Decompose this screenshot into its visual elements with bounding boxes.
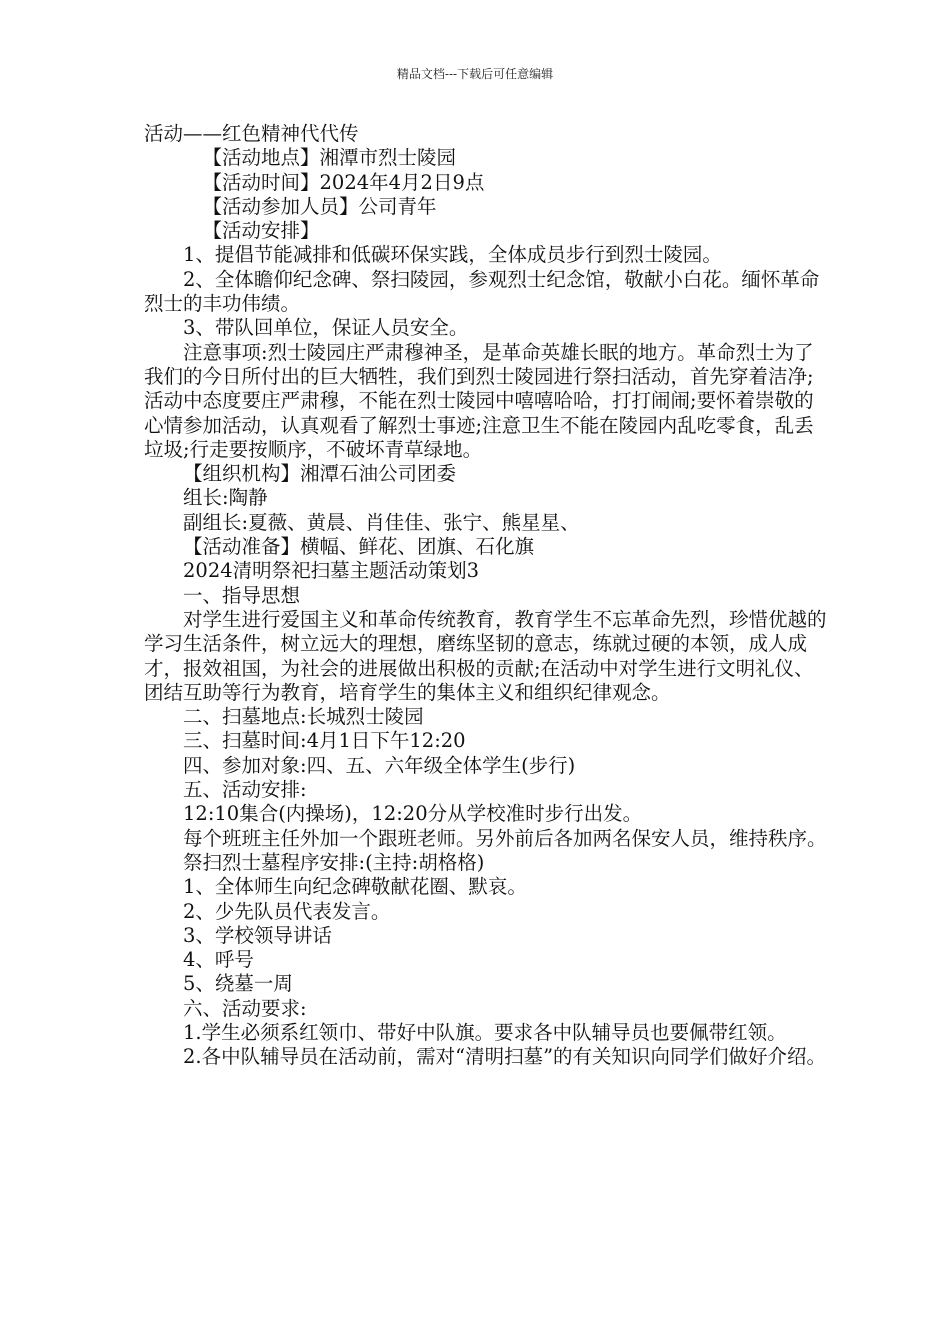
paragraph: 4、呼号 — [183, 948, 254, 972]
paragraph: 二、扫墓地点:长城烈士陵园 — [183, 705, 424, 729]
paragraph: 3、学校领导讲话 — [183, 923, 332, 947]
paragraph: 12:10集合(内操场)，12:20分从学校准时步行出发。 — [183, 802, 643, 826]
paragraph: 一、指导思想 — [183, 583, 301, 607]
paragraph: 四、参加对象:四、五、六年级全体学生(步行) — [183, 753, 576, 777]
paragraph: 对学生进行爱国主义和革命传统教育，教育学生不忘革命先烈，珍惜优越的学习生活条件，树立远大的理想，磨练坚韧的意志，练就过硬的本领，成人成才，报效祖国，为社会的进展做出积极的贡献;在活动中对学生进行文明礼仪、团结互助等行为教育，培育学生的集体主义和组织纪律观念。 — [144, 607, 827, 704]
paragraph: 【活动地点】湘潭市烈士陵园 — [202, 146, 457, 170]
paragraph: 3、带队回单位，保证人员安全。 — [183, 316, 469, 340]
paragraph: 【组织机构】湘潭石油公司团委 — [183, 462, 457, 486]
page-header: 精品文档---下载后可任意编辑 — [396, 67, 554, 81]
paragraph: 1、提倡节能减排和低碳环保实践，全体成员步行到烈士陵园。 — [183, 243, 722, 267]
paragraph: 2、少先队员代表发言。 — [183, 899, 391, 923]
paragraph: 每个班班主任外加一个跟班老师。另外前后各加两名保安人员，维持秩序。 — [183, 826, 827, 850]
paragraph: 组长:陶静 — [183, 486, 268, 510]
paragraph: 1.学生必须系红领巾、带好中队旗。要求各中队辅导员也要佩带红领。 — [183, 1020, 787, 1044]
paragraph: 1、全体师生向纪念碑敬献花圈、默哀。 — [183, 875, 527, 899]
paragraph: 五、活动安排: — [183, 778, 307, 802]
paragraph: 注意事项:烈士陵园庄严肃穆神圣，是革命英雄长眠的地方。革命烈士为了我们的今日所付出的巨大牺牲，我们到烈士陵园进行祭扫活动，首先穿着洁净;活动中态度要庄严肃穆，不能在烈士陵园中嘻嘻哈哈，打打闹闹;要怀着崇敬的心情参加活动，认真观看了解烈士事迹;注意卫生不能在陵园内乱吃零食，乱丢垃圾;行走要按顺序，不破坏青草绿地。 — [144, 340, 814, 461]
paragraph: 三、扫墓时间:4月1日下午12:20 — [183, 729, 466, 753]
paragraph: 副组长:夏薇、黄晨、肖佳佳、张宁、熊星星、 — [183, 510, 580, 534]
paragraph: 【活动时间】2024年4月2日9点 — [202, 170, 485, 194]
paragraph: 5、绕墓一周 — [183, 972, 293, 996]
document-body — [144, 122, 830, 1070]
paragraph: 2、全体瞻仰纪念碑、祭扫陵园，参观烈士纪念馆，敬献小白花。缅怀革命烈士的丰功伟绩。 — [144, 267, 820, 316]
paragraph: 【活动参加人员】公司青年 — [202, 194, 437, 218]
section-title: 活动——红色精神代代传 — [144, 122, 359, 145]
paragraph: 【活动准备】横幅、鲜花、团旗、石化旗 — [183, 535, 535, 559]
section-title: 2024清明祭祀扫墓主题活动策划3 — [183, 559, 480, 583]
paragraph: 【活动安排】 — [202, 219, 320, 243]
paragraph: 祭扫烈士墓程序安排:(主持:胡格格) — [183, 850, 485, 874]
paragraph: 2.各中队辅导员在活动前，需对“清明扫墓”的有关知识向同学们做好介绍。 — [183, 1045, 827, 1069]
paragraph: 六、活动要求: — [183, 996, 307, 1020]
